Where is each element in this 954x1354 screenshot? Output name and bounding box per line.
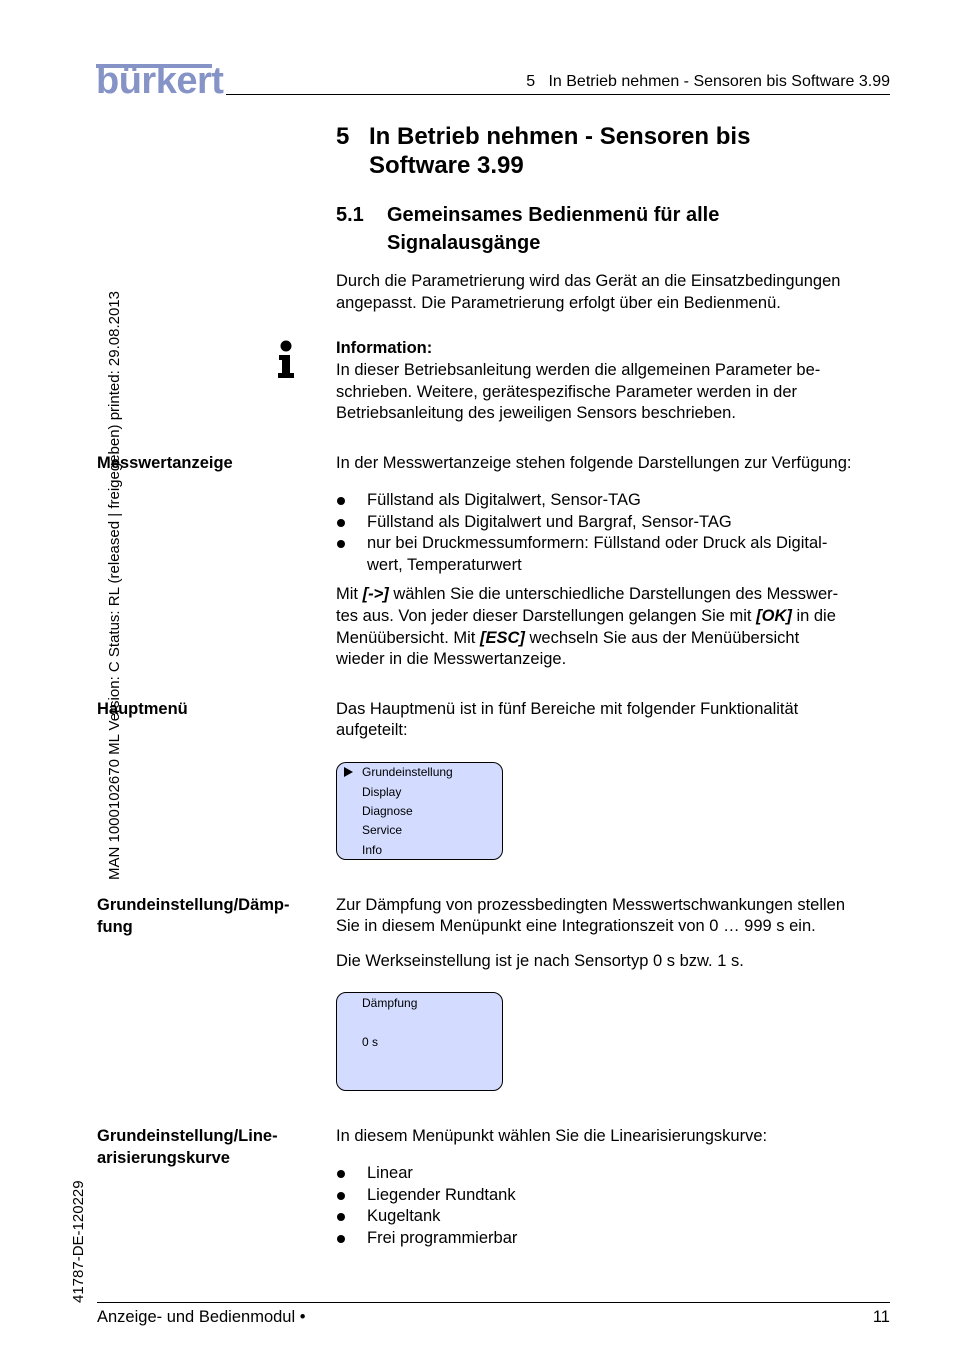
footer-title: Anzeige- und Bedienmodul •: [97, 1308, 306, 1326]
bullet-icon: [337, 519, 345, 527]
daempfung-display: [336, 992, 503, 1091]
list-item: nur bei Druckmessumformern: Füllstand oder Druck als Digital- wert, Temperaturwert: [336, 533, 892, 576]
key-ok: [OK]: [756, 607, 792, 625]
list-item: Kugeltank: [336, 1206, 892, 1228]
subsection-title-line2: Signalausgänge: [387, 232, 541, 254]
hauptmenu-text-line2: aufgeteilt:: [336, 721, 408, 739]
section-heading: [336, 122, 750, 180]
info-heading: Information:: [336, 339, 433, 357]
menu-item-info: Info: [362, 843, 383, 857]
messwert-paragraph-line4: wieder in die Messwertanzeige.: [336, 650, 567, 668]
bullet-icon: [337, 1235, 345, 1243]
menu-item-grundeinstellung: Grundeinstellung: [362, 765, 453, 779]
section-title-line2: Software 3.99: [369, 152, 524, 179]
daempfung-text-line2: Sie in diesem Menüpunkt eine Integrationszeit von 0 … 999 s ein.: [336, 917, 816, 935]
label-messwertanzeige: Messwertanzeige: [97, 454, 233, 472]
menu-item-service: Service: [362, 823, 403, 837]
messwert-list: [336, 490, 892, 576]
key-esc: [ESC]: [479, 629, 525, 647]
messwert-paragraph-line3: Menüübersicht. Mit [ESC] wechseln Sie aus der Menüübersicht: [336, 629, 800, 647]
header-rule: [226, 94, 890, 95]
messwert-intro: In der Messwertanzeige stehen folgende Darstellungen zur Verfügung:: [336, 454, 852, 472]
footer-rule: [97, 1302, 890, 1303]
section-title-line1: In Betrieb nehmen - Sensoren bis: [369, 123, 751, 150]
section-number: 5: [336, 123, 350, 150]
menu-item-display: Display: [362, 785, 402, 799]
messwert-paragraph-line2: tes aus. Von jeder dieser Darstellungen gelangen Sie mit [OK] in die: [336, 607, 836, 625]
subsection-number: 5.1: [336, 204, 364, 226]
page-number: 11: [872, 1308, 890, 1326]
messwert-paragraph-line1: Mit [->] wählen Sie die unterschiedliche Darstellungen des Messwer-: [336, 585, 839, 603]
brand-logo: bürkert: [96, 60, 224, 102]
linearisierung-intro: In diesem Menüpunkt wählen Sie die Linearisierungskurve:: [336, 1127, 768, 1145]
bullet-icon: [337, 1213, 345, 1221]
display-title: Dämpfung: [362, 996, 418, 1010]
intro-paragraph: Durch die Parametrierung wird das Gerät an die Einsatzbedingungen angepasst. Die Parametrierung erfolgt über ein Bedienmenü.: [336, 272, 841, 312]
subsection-title-line1: Gemeinsames Bedienmenü für alle: [387, 204, 720, 226]
info-text-line2: schrieben. Weitere, gerätespezifische Parameter werden in der: [336, 383, 798, 401]
list-item: Linear: [336, 1163, 892, 1185]
label-linearisierung: Grundeinstellung/Line- arisierungskurve: [97, 1127, 278, 1167]
selection-arrow-icon: [344, 767, 353, 777]
label-daempfung: Grundeinstellung/Dämp- fung: [97, 896, 290, 936]
bullet-icon: [337, 540, 345, 548]
list-item: Füllstand als Digitalwert und Bargraf, Sensor-TAG: [336, 512, 892, 534]
running-title: 5 In Betrieb nehmen - Sensoren bis Software 3.99: [526, 73, 890, 90]
linearisierung-list: [336, 1163, 892, 1249]
info-text-line1: In dieser Betriebsanleitung werden die allgemeinen Parameter be-: [336, 361, 821, 379]
list-item: Frei programmierbar: [336, 1228, 892, 1250]
display-value: 0 s: [362, 1035, 379, 1049]
subsection-heading: [336, 201, 719, 257]
document-meta: MAN 1000102670 ML Version: C Status: RL (released | freigegeben) printed: 29.08.2013: [106, 291, 123, 880]
bullet-icon: [337, 1192, 345, 1200]
menu-item-diagnose: Diagnose: [362, 804, 413, 818]
list-item: Füllstand als Digitalwert, Sensor-TAG: [336, 490, 892, 512]
bullet-icon: [337, 497, 345, 505]
key-arrow: [->]: [362, 585, 389, 603]
hauptmenu-text-line1: Das Hauptmenü ist in fünf Bereiche mit folgender Funktionalität: [336, 700, 799, 718]
list-item: Liegender Rundtank: [336, 1185, 892, 1207]
daempfung-text-line1: Zur Dämpfung von prozessbedingten Messwertschwankungen stellen: [336, 896, 846, 914]
label-hauptmenu: Hauptmenü: [97, 700, 188, 718]
info-text-line3: Betriebsanleitung des jeweiligen Sensors beschrieben.: [336, 404, 736, 422]
daempfung-factory-setting: Die Werkseinstellung ist je nach Sensortyp 0 s bzw. 1 s.: [336, 952, 744, 970]
document-code: 41787-DE-120229: [70, 1180, 87, 1303]
info-icon: [276, 340, 296, 380]
bullet-icon: [337, 1170, 345, 1178]
main-menu-display: [336, 762, 503, 860]
